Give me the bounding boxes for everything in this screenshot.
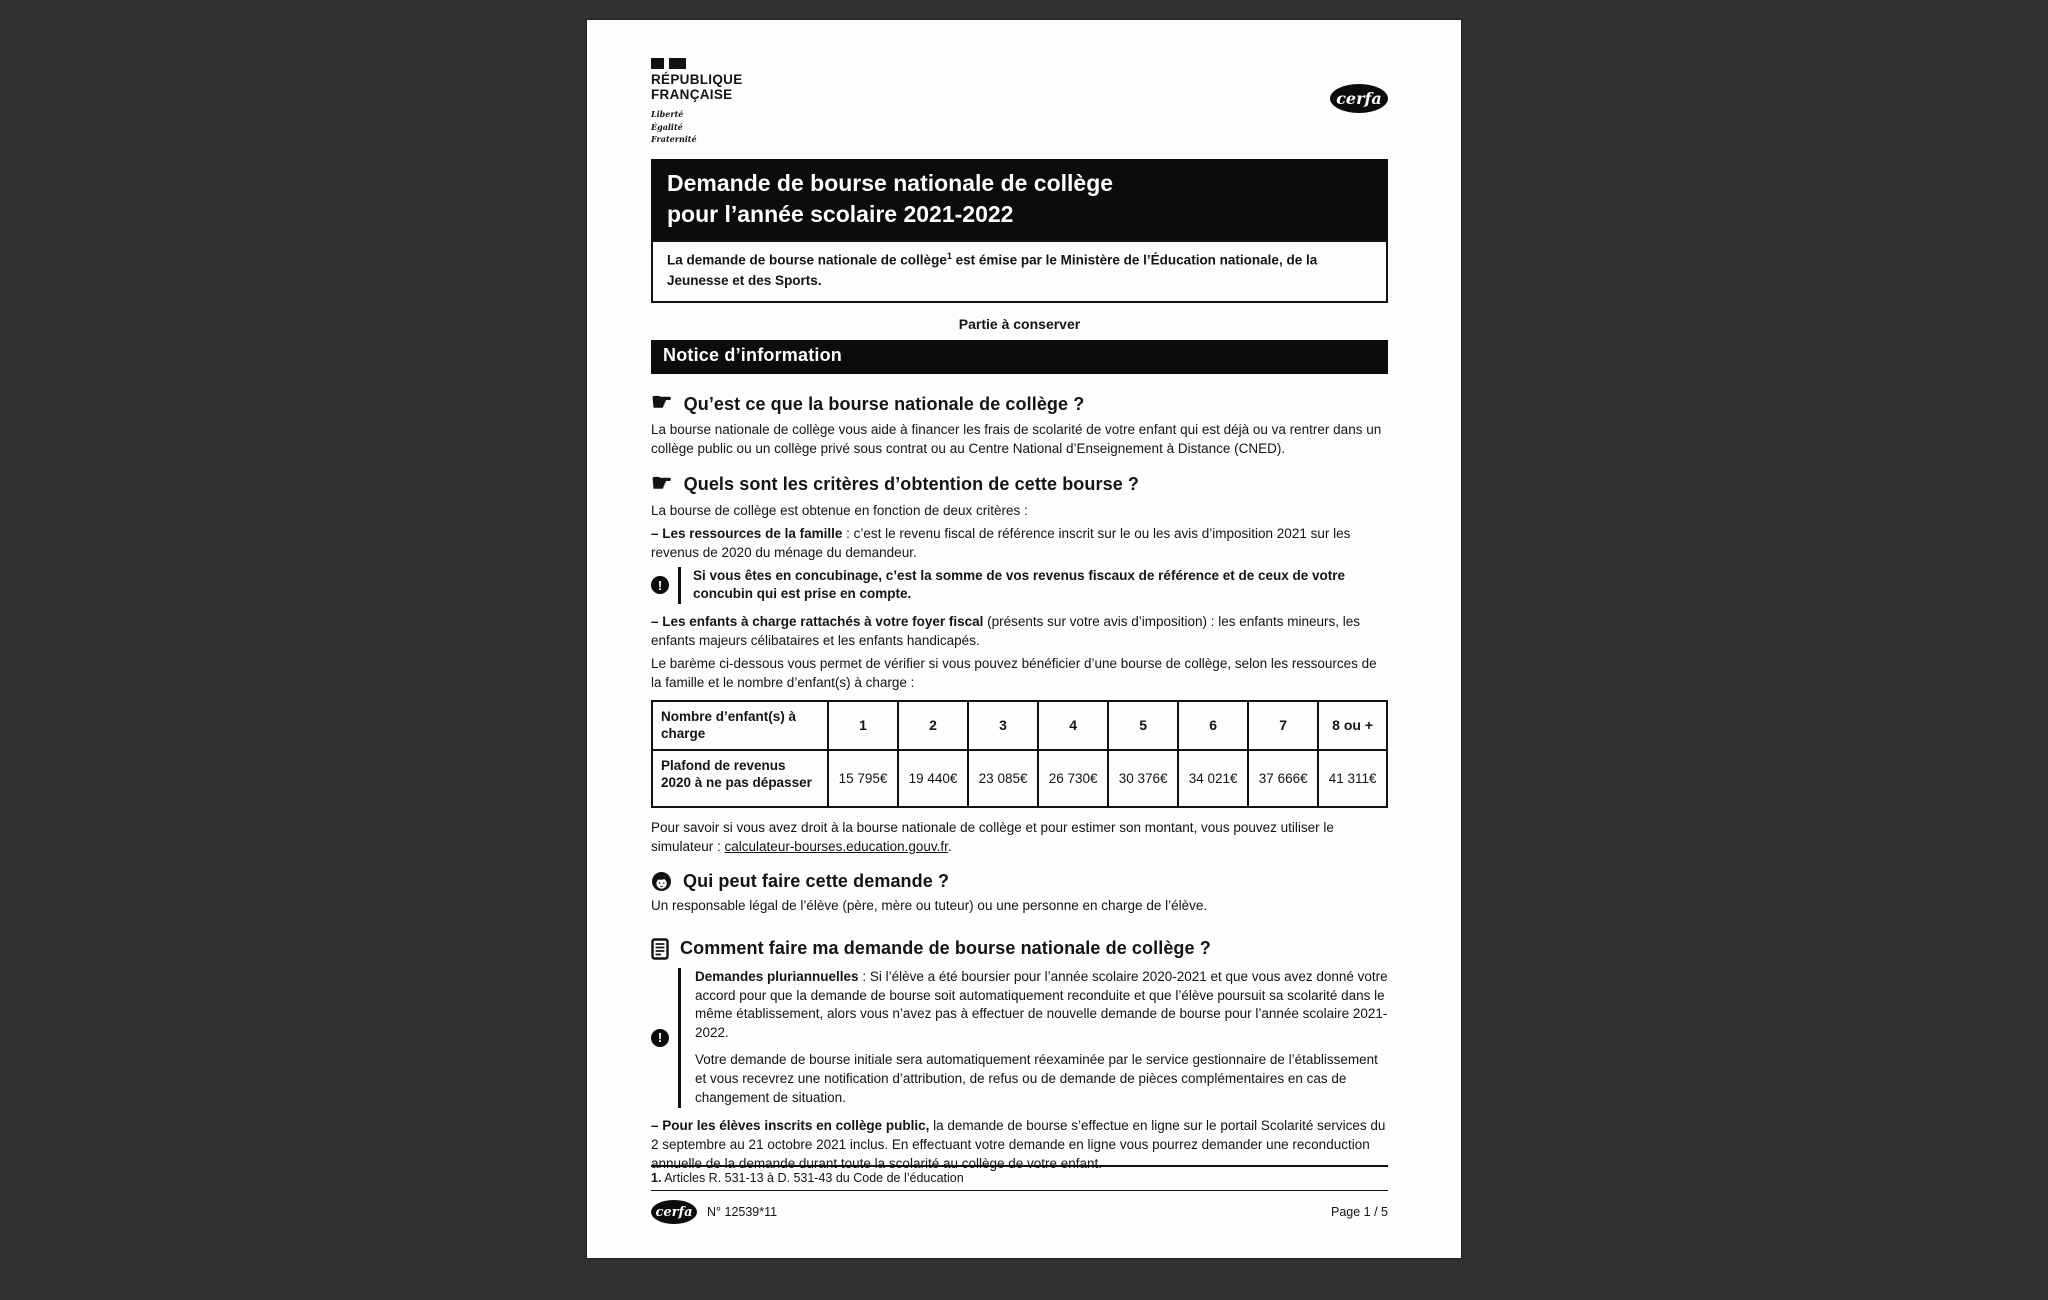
ceiling-value-4: 26 730€ bbox=[1038, 750, 1108, 807]
pluriannual-warning bbox=[651, 968, 1388, 1108]
table-col-5: 5 bbox=[1108, 701, 1178, 750]
ceiling-value-1: 15 795€ bbox=[828, 750, 898, 807]
section-heading-who bbox=[651, 871, 1388, 892]
form-title-line1: Demande de bourse nationale de collège bbox=[667, 170, 1114, 197]
table-col-1: 1 bbox=[828, 701, 898, 750]
ceiling-value-2: 19 440€ bbox=[898, 750, 968, 807]
table-col-8plus: 8 ou + bbox=[1318, 701, 1387, 750]
ceiling-value-8plus: 41 311€ bbox=[1318, 750, 1387, 807]
ceiling-value-6: 34 021€ bbox=[1178, 750, 1248, 807]
cerfa-logo-icon: cerfa bbox=[651, 1200, 697, 1224]
form-subtitle: La demande de bourse nationale de collège$^1$ est émise par le Ministère de l’Éducation nationale, de la Jeunesse et des Sports. bbox=[651, 240, 1388, 303]
french-flag-icon bbox=[651, 58, 1388, 69]
notice-information-bar: Notice d’information bbox=[651, 340, 1388, 374]
liberte-egalite-fraternite-motto: Liberté Égalité Fraternité bbox=[651, 109, 697, 144]
footnote: 1. Articles R. 531-13 à D. 531-43 du Code de l’éducation bbox=[651, 1171, 964, 1185]
form-title bbox=[651, 159, 1388, 240]
republique-name: RÉPUBLIQUE FRANÇAISE bbox=[651, 72, 743, 102]
concubinage-warning bbox=[651, 567, 1388, 605]
section-what-body: La bourse nationale de collège vous aide à financer les frais de scolarité de votre enfant qui est déjà ou va rentrer dans un collège public ou un collège privé sous contrat ou au Centre National d’Enseignement à Distance (CNED). bbox=[651, 422, 1382, 456]
pointing-hand-icon: ☛ bbox=[651, 389, 673, 417]
table-header-label: Nombre d’enfant(s) à charge bbox=[652, 701, 828, 750]
section-heading-how bbox=[651, 938, 1388, 960]
footnote-rule bbox=[651, 1165, 1388, 1167]
table-col-2: 2 bbox=[898, 701, 968, 750]
simulator-link[interactable]: calculateur-bourses.education.gouv.fr bbox=[724, 838, 948, 854]
keep-part-note: Partie à conserver bbox=[958, 316, 1081, 333]
section-heading-what bbox=[651, 389, 1388, 417]
ceiling-value-5: 30 376€ bbox=[1108, 750, 1178, 807]
footnote-ref: 1 bbox=[946, 251, 952, 262]
table-col-7: 7 bbox=[1248, 701, 1318, 750]
warning-icon: ! bbox=[651, 576, 669, 594]
pointing-hand-icon: ☛ bbox=[651, 469, 673, 497]
section-who-body: Un responsable légal de l’élève (père, mère ou tuteur) ou une personne en charge de l’élève. bbox=[651, 897, 1208, 913]
table-row-label: Plafond de revenus 2020 à ne pas dépasser bbox=[652, 750, 828, 807]
simulator-paragraph: Pour savoir si vous avez droit à la bourse nationale de collège et pour estimer son montant, vous pouvez utiliser le simulateur : calculateur-bourses.education.gouv.fr. bbox=[651, 819, 1334, 854]
pluriannual-warning-p2: Votre demande de bourse initiale sera automatiquement réexaminée par le service gestionnaire de l’établissement et vous recevrez une notification d’attribution, de refus ou de demande de pièces complémentaires en cas de changement de situation. bbox=[695, 1052, 1378, 1105]
footer-divider bbox=[651, 1190, 1388, 1191]
ceiling-value-7: 37 666€ bbox=[1248, 750, 1318, 807]
bullet-dependent-children: – Les enfants à charge rattachés à votre foyer fiscal (présents sur votre avis d’imposition) : les enfants mineurs, les enfants majeurs célibataires et les enfants handicapés. bbox=[651, 614, 1361, 649]
section-heading-who-label: Qui peut faire cette demande ? bbox=[683, 870, 950, 891]
pluriannual-warning-p1: Demandes pluriannuelles : Si l’élève a été boursier pour l’année scolaire 2020-2021 et que vous avez donné votre accord pour que la demande de bourse soit automatiquement reconduite et que l’élève poursuit sa scolarité dans le même établissement, alors vous n’avez pas à effectuer de nouvelle demande de bourse pour l’année scolaire 2021- 2022. bbox=[695, 968, 1388, 1041]
bullet-family-resources: – Les ressources de la famille : c’est le revenu fiscal de référence inscrit sur le ou les avis d’imposition 2021 sur les revenus de 2020 du ménage du demandeur. bbox=[651, 525, 1351, 560]
income-ceiling-table bbox=[651, 700, 1388, 808]
bullet-public-college: – Pour les élèves inscrits en collège public, la demande de bourse s’effectue en ligne sur le portail Scolarité services du 2 septembre au 21 octobre 2021 inclus. En effectuant votre demande en ligne vous pourrez demander une reconduction annuelle de la demande durant toute la scolarité au collège de votre enfant. bbox=[651, 1117, 1386, 1171]
page-footer bbox=[651, 1165, 1388, 1224]
section-heading-criteria bbox=[651, 469, 1388, 497]
document-icon bbox=[651, 938, 669, 960]
republique-francaise-logo bbox=[651, 20, 1388, 145]
criteria-intro: La bourse de collège est obtenue en fonction de deux critères : bbox=[651, 502, 1028, 518]
document-page bbox=[587, 20, 1461, 1258]
table-col-4: 4 bbox=[1038, 701, 1108, 750]
section-heading-how-label: Comment faire ma demande de bourse nationale de collège ? bbox=[680, 938, 1211, 959]
section-heading-criteria-label: Quels sont les critères d’obtention de cette bourse ? bbox=[683, 474, 1140, 495]
table-values-row bbox=[652, 750, 1387, 807]
cerfa-logo-icon: cerfa bbox=[1330, 84, 1388, 113]
table-col-6: 6 bbox=[1178, 701, 1248, 750]
table-col-3: 3 bbox=[968, 701, 1038, 750]
ceiling-value-3: 23 085€ bbox=[968, 750, 1038, 807]
section-heading-what-label: Qu’est ce que la bourse nationale de collège ? bbox=[683, 393, 1085, 414]
form-title-line2: pour l’année scolaire 2021-2022 bbox=[667, 200, 1014, 227]
person-icon bbox=[651, 871, 672, 892]
concubinage-warning-text: Si vous êtes en concubinage, c’est la somme de vos revenus fiscaux de référence et de ceux de votre concubin qui est prise en compte. bbox=[693, 567, 1346, 602]
scale-intro: Le barème ci-dessous vous permet de vérifier si vous pouvez bénéficier d’une bourse de collège, selon les ressources de la famille et le nombre d’enfant(s) à charge : bbox=[651, 656, 1377, 690]
warning-icon: ! bbox=[651, 1029, 669, 1047]
table-header-row bbox=[652, 701, 1387, 750]
form-number: N° 12539*11 bbox=[707, 1205, 778, 1219]
page-indicator: Page 1 / 5 bbox=[1331, 1205, 1388, 1219]
